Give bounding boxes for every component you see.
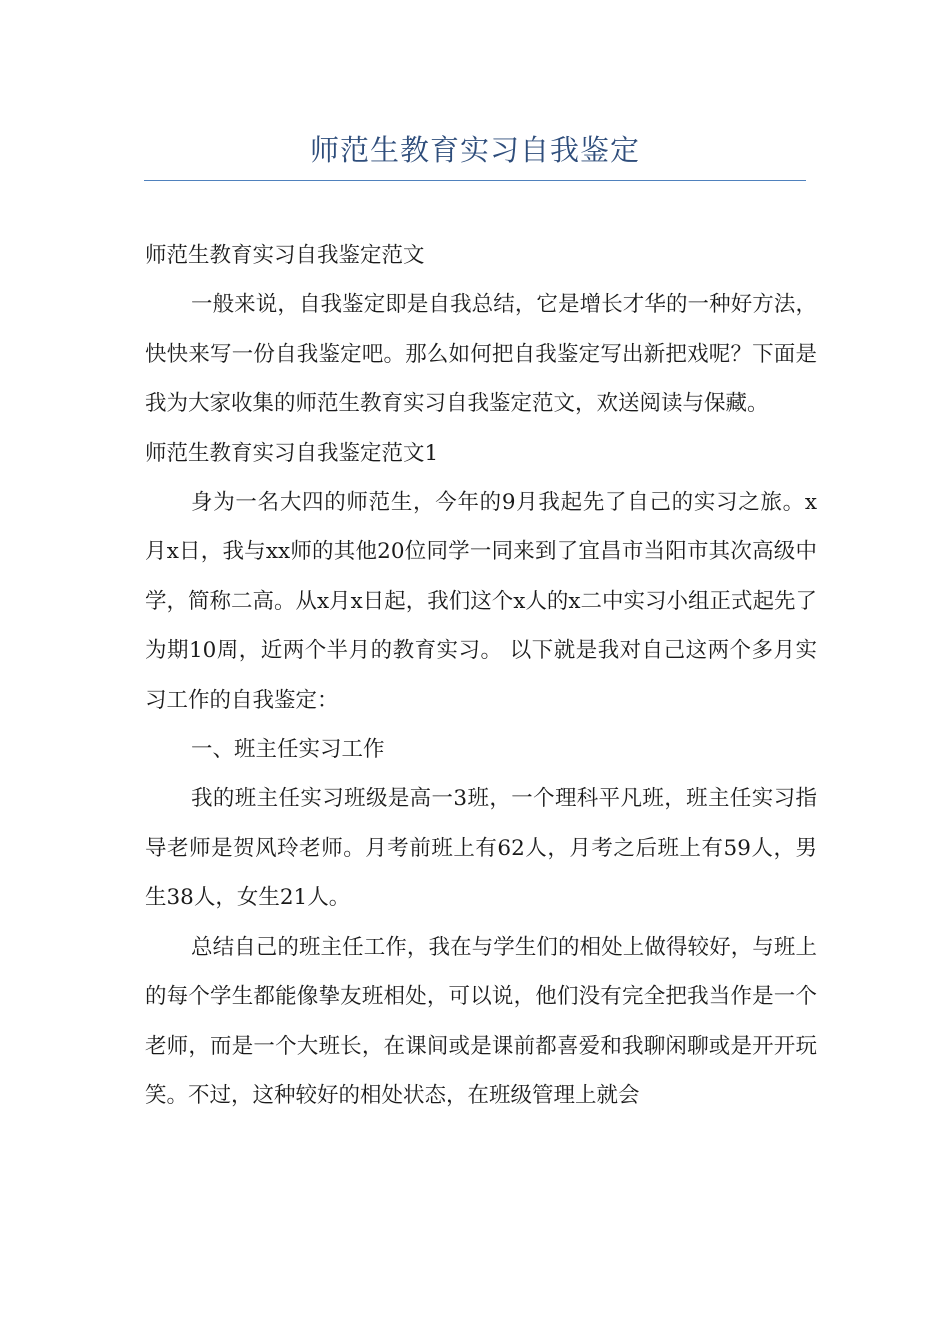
body-paragraph-2: 我的班主任实习班级是高一3班，一个理科平凡班，班主任实习指导老师是贺风玲老师。月考前班上有62人，月考之后班上有59人，男生38人，女生21人。 bbox=[145, 786, 817, 911]
subtitle-paragraph: 师范生教育实习自我鉴定范文 bbox=[145, 243, 425, 268]
document-title: 师范生教育实习自我鉴定 bbox=[309, 133, 640, 167]
title-underline bbox=[144, 180, 806, 181]
body-paragraph-3: 总结自己的班主任工作，我在与学生们的相处上做得较好，与班上的每个学生都能像挚友班相处，可以说，他们没有完全把我当作是一个老师，而是一个大班长，在课间或是课前都喜爱和我聊闲聊或是开开玩笑。不过，这种较好的相处状态，在班级管理上就会 bbox=[145, 934, 817, 1108]
intro-paragraph: 一般来说，自我鉴定即是自我总结，它是增长才华的一种好方法，快快来写一份自我鉴定吧。那么如何把自我鉴定写出新把戏呢？下面是我为大家收集的师范生教育实习自我鉴定范文，欢送阅读与保藏。 bbox=[145, 292, 817, 417]
section-heading-1: 师范生教育实习自我鉴定范文1 bbox=[145, 440, 439, 466]
subsection-heading: 一、班主任实习工作 bbox=[191, 737, 385, 763]
document-body bbox=[145, 231, 817, 1120]
body-paragraph-1: 身为一名大四的师范生，今年的9月我起先了自己的实习之旅。x月x日，我与xx师的其他20位同学一同来到了宜昌市当阳市其次高级中学，简称二高。从x月x日起，我们这个x人的x二中实习小组正式起先了为期10周，近两个半月的教育实习。 以下就是我对自己这两个多月实习工作的自我鉴定： bbox=[145, 490, 818, 713]
